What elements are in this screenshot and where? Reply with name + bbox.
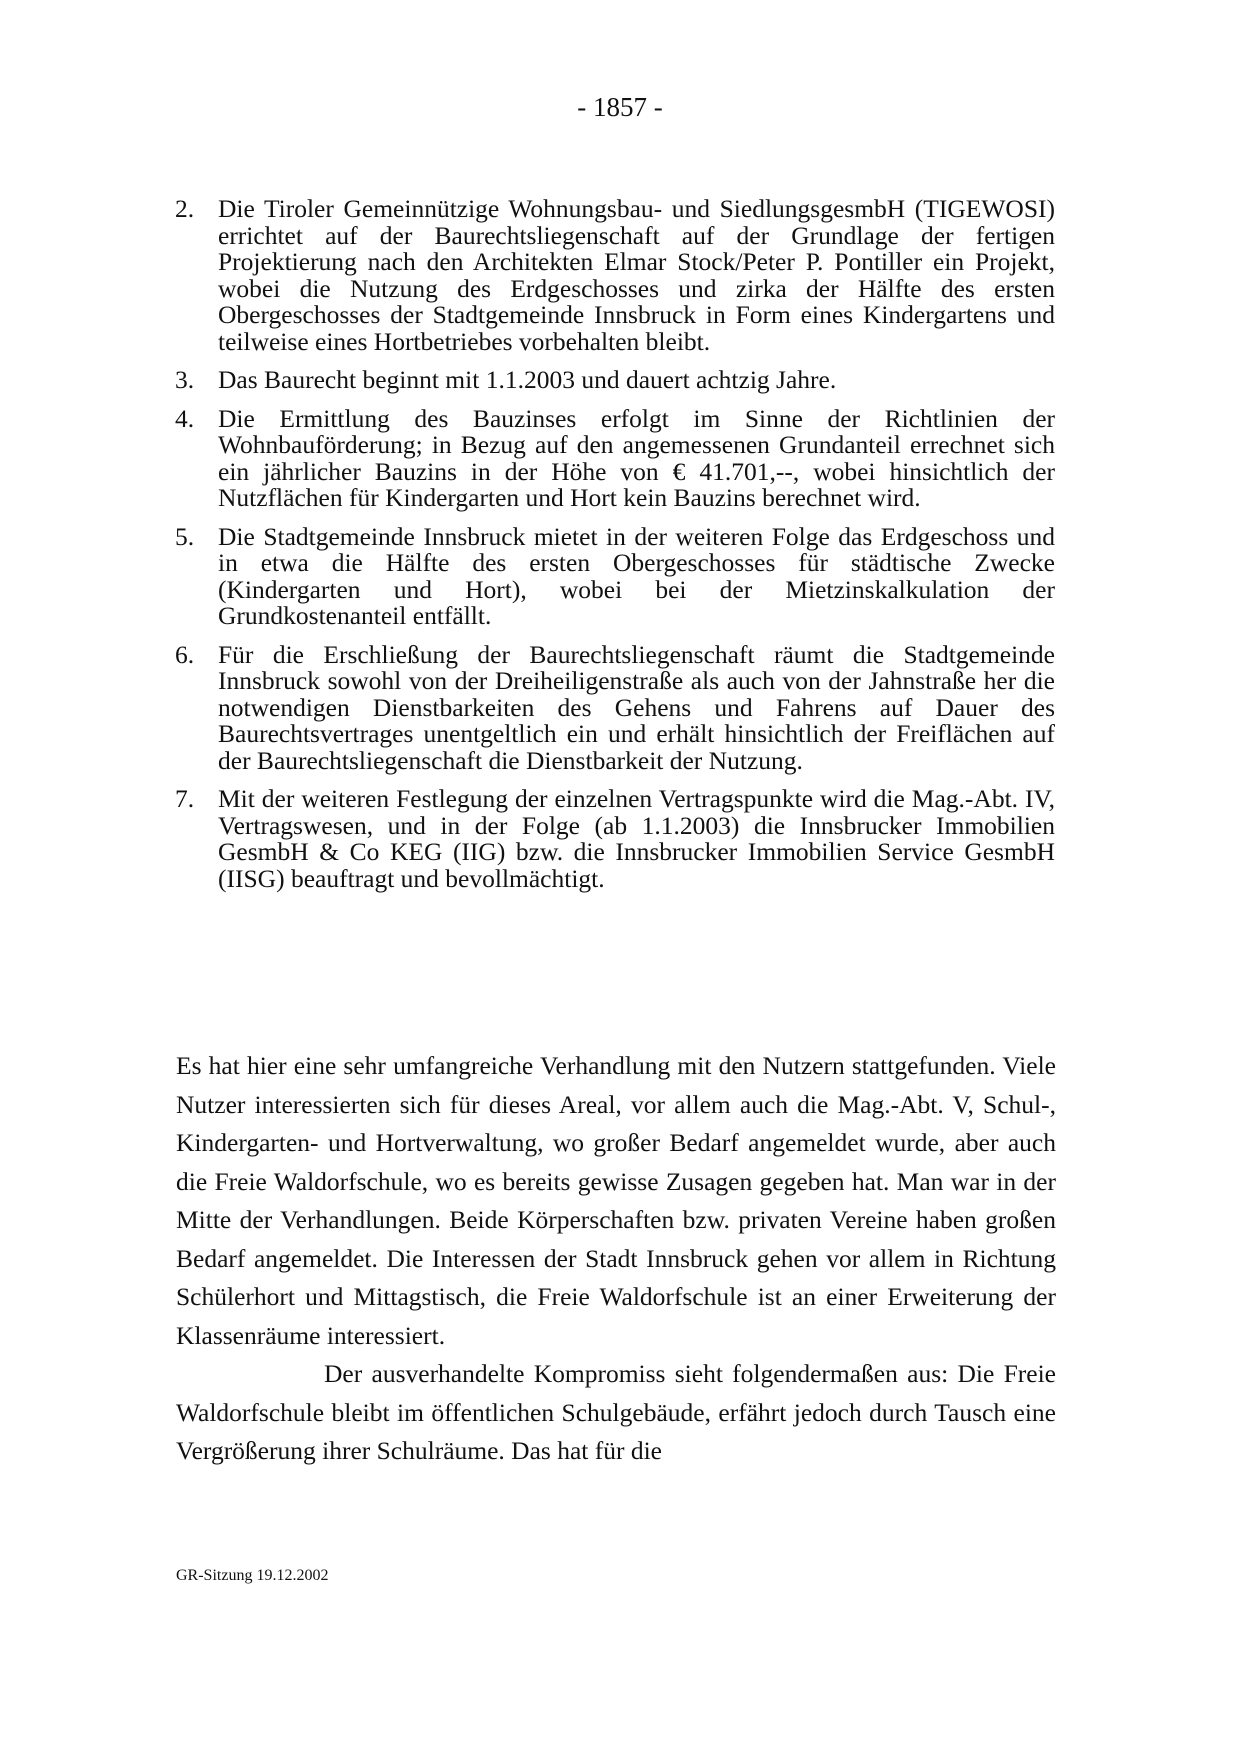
list-item-text: Die Stadtgemeinde Innsbruck mietet in der weiteren Folge das Erdgeschoss und in etwa die Hälfte des ersten Obergeschosses für städtische Zwecke (Kindergarten und Hort), wobei bei der Mietzinskalkulation der Grundkostenanteil entfällt. [218, 521, 1055, 630]
list-item [175, 639, 1055, 775]
numbered-list [175, 196, 1055, 904]
list-item-number: 2. [175, 194, 195, 223]
body-paragraph-2: Der ausverhandelte Kompromiss sieht folgendermaßen aus: Die Freie Waldorfschule bleibt im öffentlichen Schulgebäude, erfährt jedoch durch Tausch eine Vergrößerung ihrer Schulräume. Das hat für die [176, 1359, 1056, 1465]
list-item [175, 367, 1055, 394]
list-item-number: 7. [175, 784, 195, 813]
list-item-text: Mit der weiteren Festlegung der einzelnen Vertragspunkte wird die Mag.-Abt. IV, Vertragswesen, und in der Folge (ab 1.1.2003) die Innsbrucker Immobilien GesmbH & Co KEG (IIG) bzw. die Innsbrucker Immobilien Service GesmbH (IISG) beauftragt und bevollmächtigt. [218, 784, 1055, 893]
list-item-text: Das Baurecht beginnt mit 1.1.2003 und dauert achtzig Jahre. [218, 365, 837, 394]
list-item [175, 403, 1055, 512]
list-item [175, 521, 1055, 630]
list-item [175, 786, 1055, 892]
body-paragraph-1: Es hat hier eine sehr umfangreiche Verhandlung mit den Nutzern stattgefunden. Viele Nutzer interessierten sich für dieses Areal, vor allem auch die Mag.-Abt. V, Schul-, Kindergarten- und Hortverwaltung, wo großer Bedarf angemeldet wurde, aber auch die Freie Waldorfschule, wo es bereits gewisse Zusagen gegeben hat. Man war in der Mitte der Verhandlungen. Beide Körperschaften bzw. privaten Vereine haben großen Bedarf angemeldet. Die Interessen der Stadt Innsbruck gehen vor allem in Richtung Schülerhort und Mittagstisch, die Freie Waldorfschule ist an einer Erweiterung der Klassenräume interessiert. [176, 1051, 1056, 1350]
list-item [175, 196, 1055, 355]
body-text [176, 1047, 1056, 1471]
list-item-text: Für die Erschließung der Baurechtsliegenschaft räumt die Stadtgemeinde Innsbruck sowohl von der Dreiheiligenstraße als auch von der Jahnstraße her die notwendigen Dienstbarkeiten des Gehens und Fahrens auf Dauer des Baurechtsvertrages unentgeltlich ein und erhält hinsichtlich der Freiflächen auf der Baurechtsliegenschaft die Dienstbarkeit der Nutzung. [218, 639, 1055, 775]
footer-session-date: GR-Sitzung 19.12.2002 [176, 1567, 329, 1584]
list-item-number: 3. [175, 365, 195, 394]
list-item-text: Die Ermittlung des Bauzinses erfolgt im Sinne der Richtlinien der Wohnbauförderung; in Bezug auf den angemessenen Grundanteil errechnet sich ein jährlicher Bauzins in der Höhe von € 41.701,--, wobei hinsichtlich der Nutzflächen für Kindergarten und Hort kein Bauzins berechnet wird. [218, 403, 1055, 512]
list-item-number: 4. [175, 403, 195, 433]
list-item-number: 6. [175, 639, 195, 669]
page-number: - 1857 - [577, 92, 663, 122]
list-item-number: 5. [175, 521, 195, 551]
list-item-text: Die Tiroler Gemeinnützige Wohnungsbau- und SiedlungsgesmbH (TIGEWOSI) errichtet auf der Baurechtsliegenschaft auf der Grundlage der fertigen Projektierung nach den Architekten Elmar Stock/Peter P. Pontiller ein Projekt, wobei die Nutzung des Erdgeschosses und zirka der Hälfte des ersten Obergeschosses der Stadtgemeinde Innsbruck in Form eines Kindergartens und teilweise eines Hortbetriebes vorbehalten bleibt. [218, 194, 1055, 356]
